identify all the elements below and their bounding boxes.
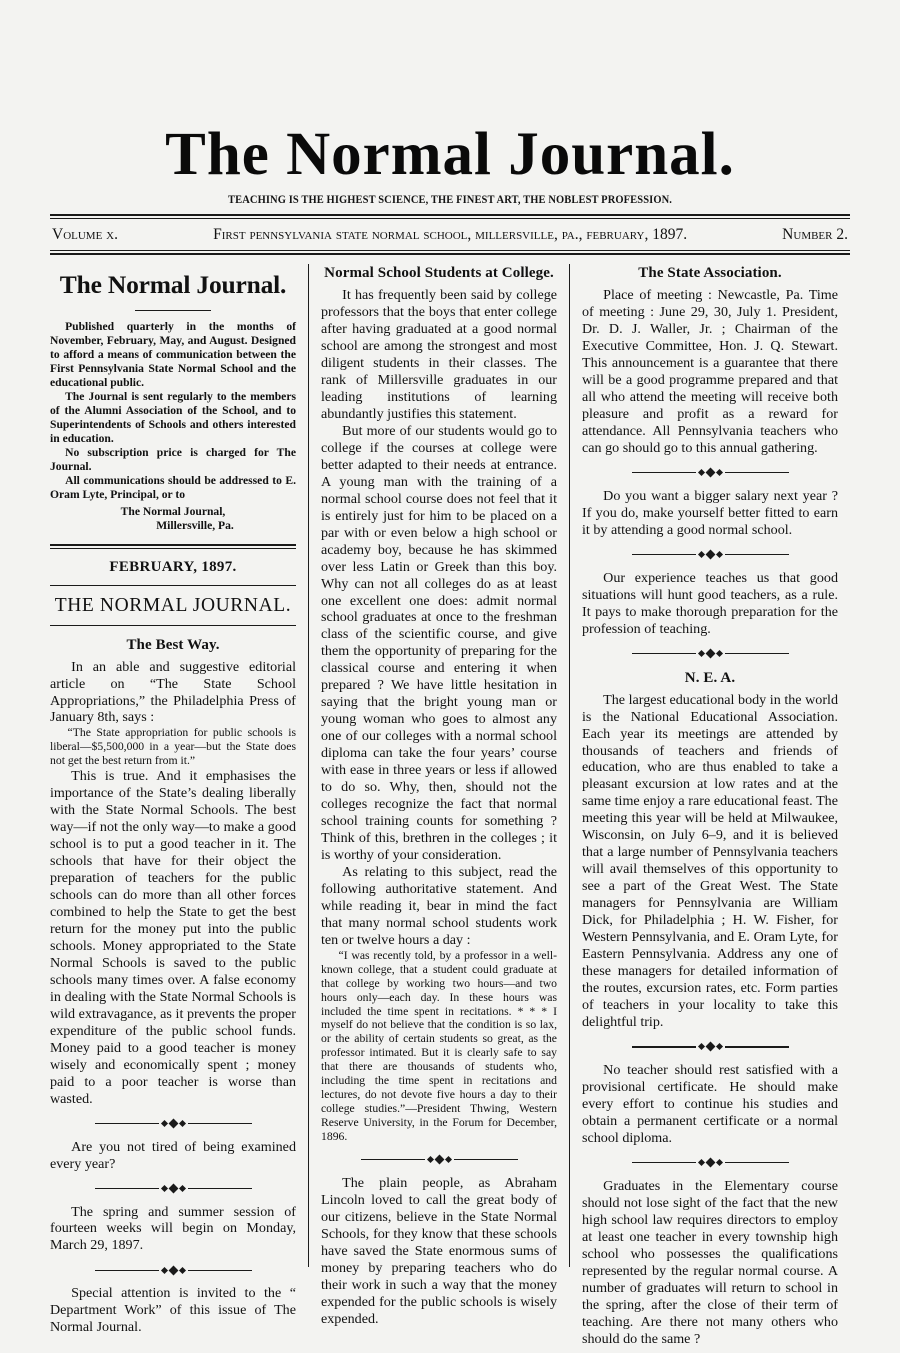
masthead — [50, 0, 850, 206]
diamond-icon — [168, 1184, 178, 1194]
diamond-icon — [178, 1267, 185, 1274]
column-right — [570, 264, 838, 1347]
column-middle — [308, 264, 570, 1327]
state-association-paragraph: Place of meeting : Newcastle, Pa. Time of meeting : June 29, 30, July 1. President, Dr. D. J. Waller, Jr. ; Chairman of the Executive Committee, Hon. J. Q. Stewart. This announcement is a guarantee that there will be a good programme prepared and that all who attend the meeting will receive both pleasure and profit as a reward for attendance. All Pennsylvania teachers who can go should go to this annual gathering. — [582, 287, 838, 456]
divider-diamond — [582, 1042, 838, 1052]
diamond-icon — [697, 469, 704, 476]
diamond-icon — [697, 1159, 704, 1166]
divider-bar-left — [95, 1270, 159, 1271]
flag-rule — [135, 310, 211, 311]
publication-info-2: The Journal is sent regularly to the members of the Alumni Association of the School, and to Superintendents of Schools and others interested in education. — [50, 389, 296, 445]
divider-bar-right — [725, 1046, 789, 1047]
column-left — [50, 264, 308, 1336]
divider-bar-right — [725, 472, 789, 473]
number-label: number 2. — [782, 226, 848, 243]
diamond-icon — [715, 1159, 722, 1166]
journal-title-rule — [50, 625, 296, 626]
diamond-icon — [715, 551, 722, 558]
divider-bar-right — [725, 1162, 789, 1163]
divider-bar-left — [632, 1046, 696, 1047]
divider-bar-right — [454, 1159, 518, 1160]
diamond-icon — [697, 1043, 704, 1050]
thwing-quote: “I was recently told, by a professor in a well-known college, that a student could graduate at that college by working two hours—and two hours only—each day. In these hours was included the time spent in recitations. * * * I myself do not believe that the condition is so lax, or the ability of certain students so great, as the professor intimated. But it is clearly safe to say that there are thousands of students who, including the time spent in recitations and lectures, do not devote five hours a day to their college studies.”—President Thwing, Western Reserve University, in the Forum for December, 1896. — [321, 948, 557, 1143]
article-heading-students-at-college: Normal School Students at College. — [324, 265, 554, 281]
divider-diamond — [321, 1155, 557, 1165]
best-way-paragraph-1: In an able and suggestive editorial article on “The State School Appropriations,” the Philadelphia Press of January 8th, says : — [50, 658, 296, 726]
divider-diamonds — [162, 1120, 185, 1127]
diamond-icon — [160, 1120, 167, 1127]
nea-paragraph: The largest educational body in the world is the National Educational Association. Each year its meetings are attended by thousands of teachers and friends of education, who are thus enabled to take a pleasant excursion at low rates and at the same time enjoy a rare educational feast. The meeting this year will be held at Milwaukee, Wisconsin, on July 6–9, and it is believed that a large number of Pennsylvania teachers will avail themselves of this opportunity to see a part of the Great West. The State managers for Pennsylvania are William Dick, for Philadelphia ; H. W. Fisher, for Western Pennsylvania, and E. Oram Lyte, for Eastern Pennsylvania. Address any one of these managers for detailed information of the routes, excursion rates, etc. Form parties of teachers in your locality to take this delightful trip. — [582, 691, 838, 1030]
divider-diamonds — [699, 650, 722, 657]
volume-label: Volume x. — [52, 226, 119, 243]
divider-bar-right — [188, 1188, 252, 1189]
divider-bar-right — [188, 1270, 252, 1271]
divider-bar-left — [632, 653, 696, 654]
diamond-icon — [705, 1042, 715, 1052]
date-rule-top — [50, 544, 296, 549]
signoff-city: Millersville, Pa. — [156, 518, 234, 532]
publication-info-3: No subscription price is charged for The Journal. — [50, 445, 296, 473]
note-spring-session: The spring and summer session of fourteen weeks will begin on Monday, March 29, 1897. — [50, 1203, 296, 1254]
divider-diamond — [50, 1265, 296, 1275]
diamond-icon — [705, 550, 715, 560]
note-examined-yearly: Are you not tired of being examined every year? — [50, 1138, 296, 1172]
diamond-icon — [705, 468, 715, 478]
divider-diamonds — [699, 1159, 722, 1166]
diamond-icon — [178, 1120, 185, 1127]
article-columns — [50, 264, 850, 1347]
newspaper-title: The Normal Journal. — [165, 121, 735, 188]
students-paragraph-2: But more of our students would go to college if the courses at college were better adapted to their needs at entrance. A young man with the training of a normal school course does not feel that it is entirely just for him to be placed on a par with or even below a high school or academy boy, because he has skimmed over less Latin or Greek than this boy. Why can not all colleges do as at least one excellent one does: admit normal school graduates at once to the freshman class of the scientific course, and give them the opportunity of preparing for the classical course and entering it when prepared ? We have little hesitation in saying that the bright young man or young woman who goes to almost any one of our colleges with a normal school diploma can take the four years’ course with ease in three years or less if allowed to do so. Why, then, should not the colleges recognize the fact that normal school training counts for something ? Think of this, brethren in the colleges ; it is worthy of your consideration. — [321, 422, 557, 864]
issue-line — [50, 219, 850, 250]
divider-bar-left — [632, 554, 696, 555]
diamond-icon — [434, 1155, 444, 1165]
diamond-icon — [168, 1265, 178, 1275]
signoff-journal: The Normal Journal, — [120, 504, 226, 518]
divider-diamonds — [428, 1156, 451, 1163]
note-good-situations: Our experience teaches us that good situations will hunt good teachers, as a rule. It pays to make thorough preparation for the profession of teaching. — [582, 569, 838, 637]
divider-bar-right — [188, 1123, 252, 1124]
divider-bar-left — [632, 472, 696, 473]
divider-diamonds — [162, 1185, 185, 1192]
publication-info-4: All communications should be addressed to E. Oram Lyte, Principal, or to — [50, 473, 296, 501]
publication-info-1: Published quarterly in the months of November, February, May, and August. Designed to afford a means of communication between the First Pennsylvania State Normal School and the educational public. — [50, 319, 296, 389]
divider-bar-right — [725, 554, 789, 555]
divider-diamond — [50, 1184, 296, 1194]
diamond-icon — [705, 649, 715, 659]
article-heading-nea: N. E. A. — [684, 669, 736, 686]
article-heading-state-association: The State Association. — [638, 265, 782, 281]
masthead-motto: TEACHING IS THE HIGHEST SCIENCE, THE FINEST ART, THE NOBLEST PROFESSION. — [228, 194, 672, 207]
students-paragraph-3: As relating to this subject, read the following authoritative statement. And while reading it, bear in mind the fact that many normal school students work ten or twelve hours a day : — [321, 864, 557, 948]
diamond-icon — [444, 1156, 451, 1163]
masthead-rule-bottom — [50, 250, 850, 255]
article-heading-best-way: The Best Way. — [126, 636, 220, 653]
divider-diamond — [50, 1119, 296, 1129]
divider-bar-left — [632, 1162, 696, 1163]
note-elementary-graduates: Graduates in the Elementary course should not lose sight of the fact that the new high school law requires directors to employ at least one teacher in every township high school who possesses the qualifications represented by the regular normal course. A number of graduates will return to school in the spring, after the close of their term of teaching. Are there not many others who should do the same ? — [582, 1177, 838, 1347]
publication-signoff — [50, 505, 296, 533]
diamond-icon — [160, 1185, 167, 1192]
divider-bar-left — [361, 1159, 425, 1160]
best-way-paragraph-2: This is true. And it emphasises the importance of the State’s dealing liberally with the State Normal Schools. The best way—if not the only way—to make a good school is to put a good teacher in it. The schools that have for their object the preparation of teachers for the public schools can do more than all other forces combined to help the State to get the best return for the money put into the public schools. Money appropriated to the State Normal Schools is saved to the public schools many times over. A false economy in dealing with the State Normal Schools is wild extravagance, as it prevents the proper expenditure of the public school funds. Money paid to a good teacher is money wisely and economically spent ; money paid to a poor teacher is worse than wasted. — [50, 768, 296, 1107]
lincoln-plain-people-paragraph: The plain people, as Abraham Lincoln loved to call the great body of our citizens, believe in the State Normal Schools, for they know that these schools have saved the State enormous sums of money by preparing teachers who do their work in such a way that the money expended for the public schools is wisely expended. — [321, 1174, 557, 1327]
diamond-icon — [697, 551, 704, 558]
students-paragraph-1: It has frequently been said by college professors that the boys that enter college after having graduated at a good normal school are among the strongest and most diligent students in their classes. The rank of Millersville graduates in our leading institutions of learning abundantly justifies this statement. — [321, 287, 557, 422]
publication-info-block — [50, 320, 296, 533]
divider-diamonds — [699, 1043, 722, 1050]
note-bigger-salary: Do you want a bigger salary next year ? If you do, make yourself better fitted to earn it by attending a good normal school. — [582, 487, 838, 538]
divider-diamond — [582, 550, 838, 560]
divider-diamond — [582, 1158, 838, 1168]
diamond-icon — [168, 1119, 178, 1129]
divider-bar-right — [725, 653, 789, 654]
divider-diamonds — [699, 469, 722, 476]
divider-diamonds — [699, 551, 722, 558]
divider-bar-left — [95, 1188, 159, 1189]
journal-section-title: THE NORMAL JOURNAL. — [54, 595, 292, 617]
date-rule-bottom — [50, 585, 296, 586]
divider-diamond — [582, 468, 838, 478]
note-provisional-certificate: No teacher should rest satisfied with a provisional certificate. He should make every effort to continue his studies and obtain a permanent certificate or a normal school diploma. — [582, 1061, 838, 1146]
diamond-icon — [178, 1185, 185, 1192]
diamond-icon — [697, 650, 704, 657]
divider-bar-left — [95, 1123, 159, 1124]
masthead-flag-title: The Normal Journal. — [59, 270, 287, 299]
divider-diamond — [582, 649, 838, 659]
issue-date: FEBRUARY, 1897. — [109, 558, 237, 575]
diamond-icon — [715, 650, 722, 657]
diamond-icon — [160, 1267, 167, 1274]
divider-diamonds — [162, 1267, 185, 1274]
best-way-quote: “The State appropriation for public schools is liberal—$5,500,000 in a year—but the State does not get the best return from it.” — [50, 726, 296, 768]
diamond-icon — [426, 1156, 433, 1163]
diamond-icon — [715, 469, 722, 476]
issue-school-line: first pennsylvania state normal school, millersville, pa., february, 1897. — [213, 226, 688, 243]
diamond-icon — [705, 1158, 715, 1168]
diamond-icon — [715, 1043, 722, 1050]
note-department-work: Special attention is invited to the “ Department Work” of this issue of The Normal Journal. — [50, 1285, 296, 1336]
